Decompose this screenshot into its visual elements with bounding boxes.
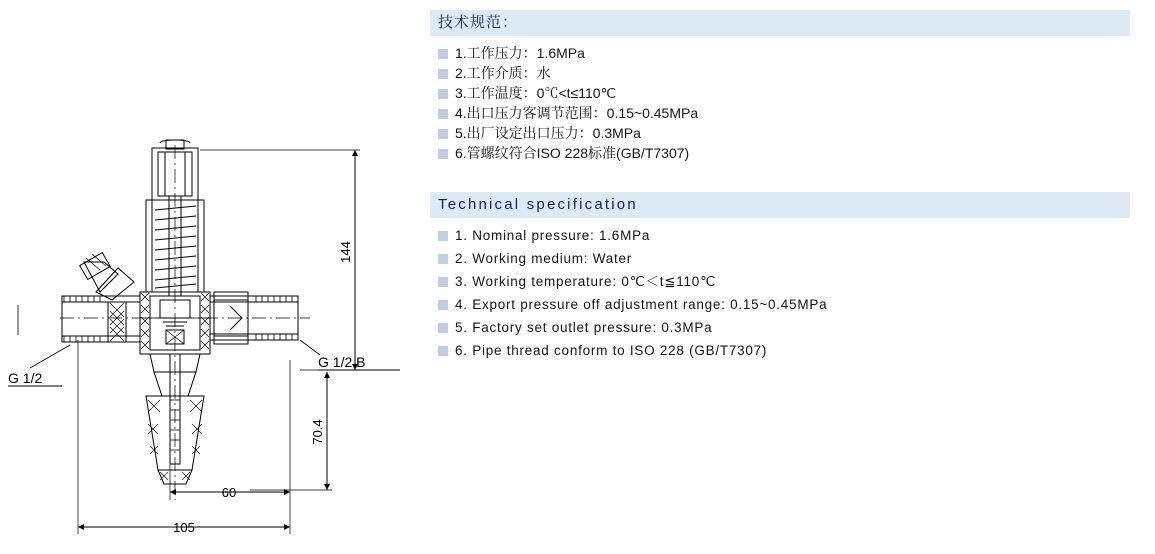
- bullet-square-icon: [438, 109, 448, 119]
- list-item: [438, 85, 1130, 102]
- list-item: [438, 296, 1130, 313]
- spec-header-english: [430, 192, 1130, 218]
- spec-item-text: 3.工作温度：0℃<t≤110℃: [455, 85, 617, 101]
- spec-item-text: 5.出厂设定出口压力：0.3MPa: [455, 125, 641, 141]
- spec-item-text: 6.管螺纹符合ISO 228标准(GB/T7307): [455, 145, 690, 161]
- bullet-square-icon: [438, 254, 448, 264]
- spec-item-text: 2.工作介质：水: [455, 65, 551, 81]
- spec-item-text: 1. Nominal pressure: 1.6MPa: [455, 228, 651, 243]
- leader-inlet: [30, 345, 70, 368]
- inlet-body: [62, 296, 140, 342]
- spec-item-text: 2. Working medium: Water: [455, 251, 633, 266]
- list-item: [438, 45, 1130, 62]
- dim-text-144: 144: [338, 241, 353, 263]
- list-item: [438, 342, 1130, 359]
- bullet-square-icon: [438, 69, 448, 79]
- list-item: [438, 273, 1130, 290]
- list-item: [438, 227, 1130, 244]
- bullet-square-icon: [438, 277, 448, 287]
- bullet-square-icon: [438, 346, 448, 356]
- list-item: [438, 65, 1130, 82]
- port-text-inlet: G 1/2: [8, 370, 43, 386]
- bullet-square-icon: [438, 323, 448, 333]
- spec-item-text: 6. Pipe thread conform to ISO 228 (GB/T7307): [455, 343, 768, 358]
- valve-technical-drawing: [0, 0, 420, 554]
- spec-header-english-title: Technical specification: [438, 196, 638, 213]
- spec-item-text: 4.出口压力客调节范围：0.15~0.45MPa: [455, 105, 699, 121]
- bullet-square-icon: [438, 149, 448, 159]
- list-item: [438, 250, 1130, 267]
- list-item: [438, 145, 1130, 162]
- spec-list-chinese: [430, 36, 1130, 162]
- dim-text-60: 60: [221, 485, 237, 500]
- bullet-square-icon: [438, 129, 448, 139]
- spec-list-english: [430, 218, 1130, 359]
- bullet-square-icon: [438, 300, 448, 310]
- bullet-square-icon: [438, 89, 448, 99]
- spec-item-text: 4. Export pressure off adjustment range: 0.15~0.45MPa: [455, 297, 828, 312]
- spec-item-text: 1.工作压力：1.6MPa: [455, 45, 585, 61]
- spec-item-text: 3. Working temperature: 0℃＜t≦110℃: [455, 274, 716, 289]
- list-item: [438, 105, 1130, 122]
- spec-block-chinese: [430, 10, 1130, 165]
- list-item: [438, 125, 1130, 142]
- spec-header-chinese: [430, 10, 1130, 36]
- bullet-square-icon: [438, 49, 448, 59]
- angled-branch: [96, 268, 134, 300]
- list-item: [438, 319, 1130, 336]
- spec-item-text: 5. Factory set outlet pressure: 0.3MPa: [455, 320, 713, 335]
- valve-drawing-svg: [0, 0, 420, 554]
- leader-outlet: [300, 340, 320, 355]
- port-text-outlet: G 1/2 B: [318, 354, 366, 370]
- bullet-square-icon: [438, 231, 448, 241]
- spec-header-chinese-title: 技术规范：: [438, 14, 519, 31]
- spec-block-english: [430, 192, 1130, 365]
- dim-text-105: 105: [173, 520, 195, 535]
- dim-text-70-4: 70.4: [310, 419, 325, 445]
- specifications-pane: [430, 0, 1145, 554]
